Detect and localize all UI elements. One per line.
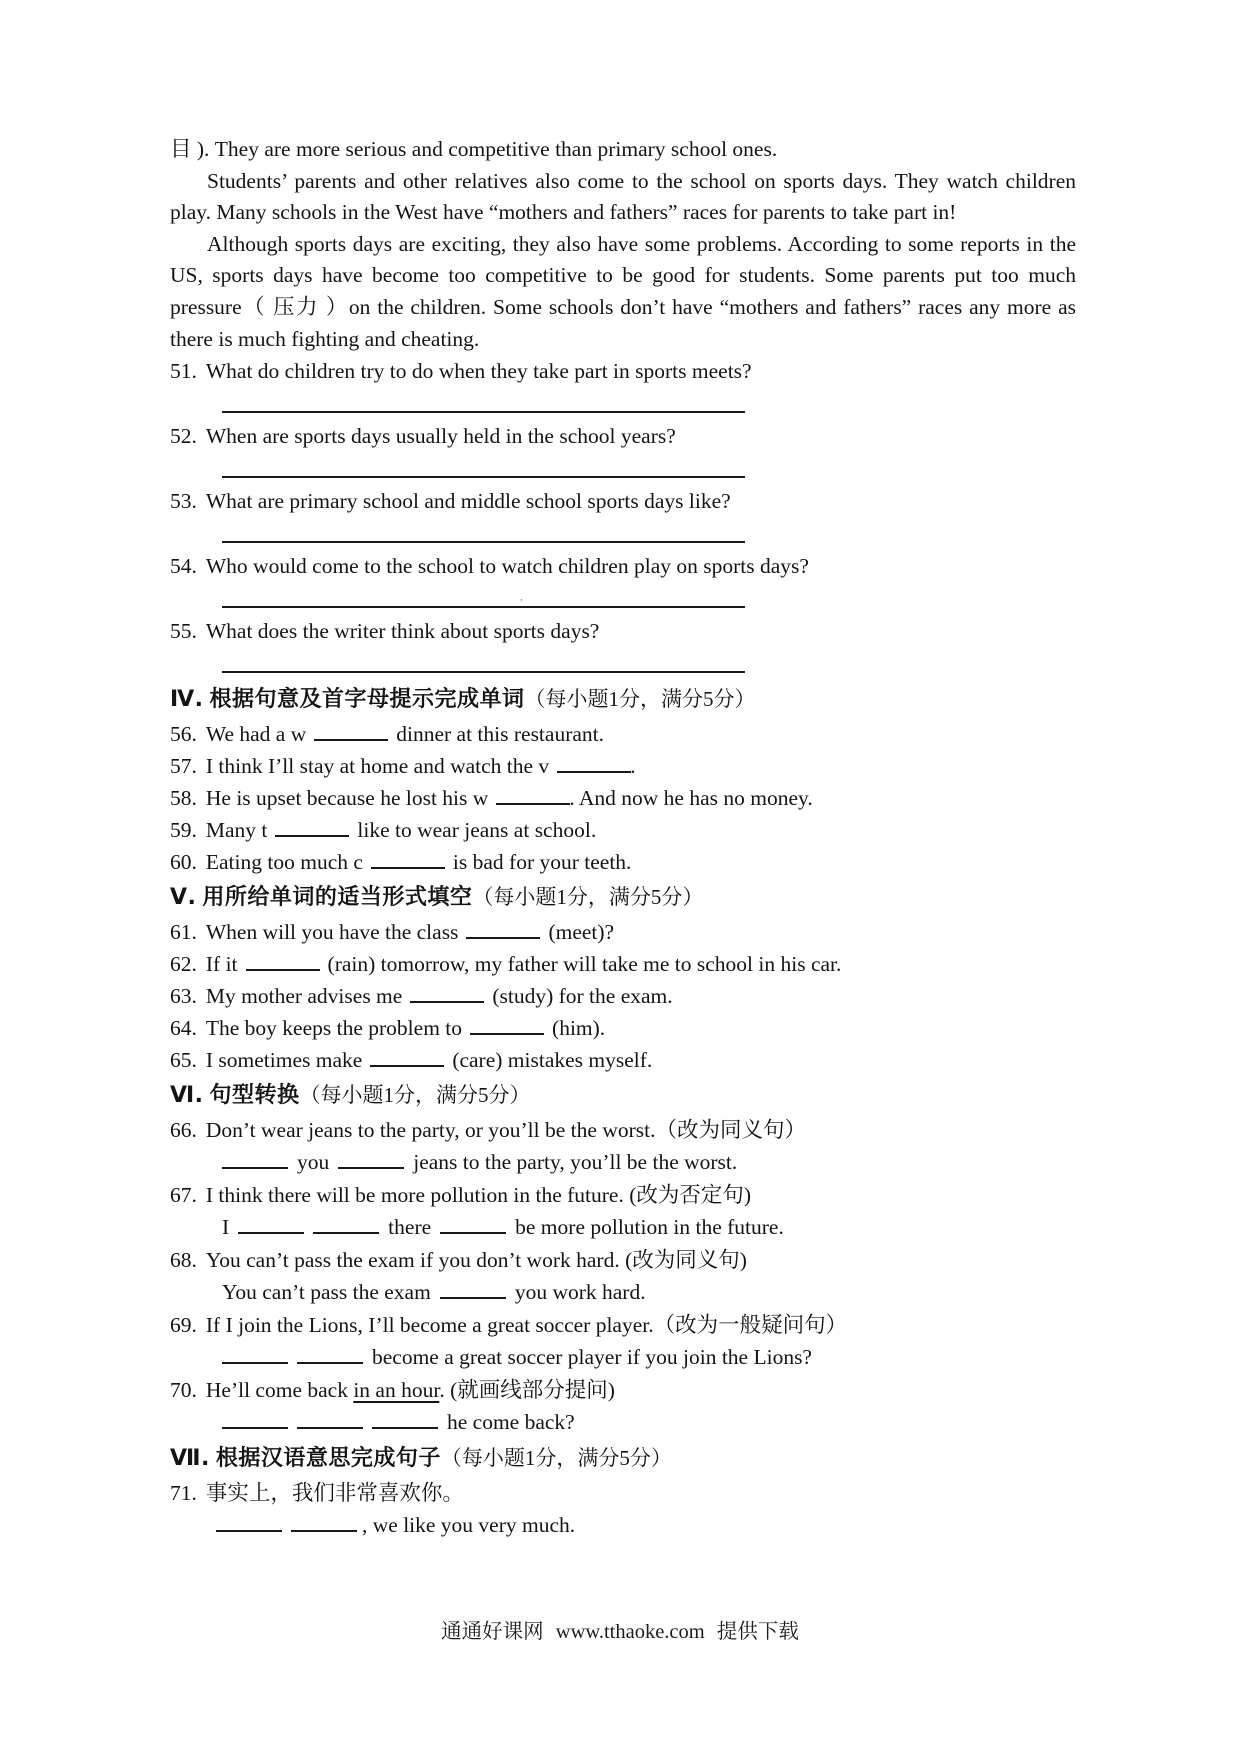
sentence-pre: He is upset because he lost his w: [205, 786, 489, 811]
answer-blank: [440, 1219, 506, 1234]
sentence-pre: When will you have the class: [205, 920, 459, 945]
sentence-post: . And now he has no money.: [569, 786, 813, 811]
sentence-post: like to wear jeans at school.: [357, 818, 597, 843]
section-title: 句型转换: [209, 1083, 300, 1109]
answer-underline: [222, 541, 745, 543]
fill-item-57: [170, 750, 1076, 782]
question-number: 54.: [170, 554, 197, 579]
answer-blank: [222, 1154, 288, 1169]
question-number: 64.: [170, 1016, 197, 1041]
sentence-post: .: [630, 754, 636, 779]
answer-text: You can’t pass the exam: [222, 1280, 431, 1305]
answer-text: I: [222, 1215, 230, 1240]
answer-blank: [440, 1284, 506, 1299]
section-title: 根据汉语意思完成句子: [215, 1446, 441, 1472]
answer-rule-row: [170, 647, 1076, 680]
question-text-post: . (就画线部分提问): [439, 1378, 615, 1403]
answer-blank: [291, 1517, 357, 1532]
answer-blank: [470, 1020, 544, 1035]
section-numeral: Ⅴ.: [170, 885, 197, 911]
fill-item-59: [170, 814, 1076, 846]
question-number: 56.: [170, 722, 197, 747]
section-note: （每小题1分，满分5分）: [299, 1083, 531, 1108]
answer-text: jeans to the party, you’ll be the worst.: [413, 1150, 738, 1175]
transform-question-68: [170, 1244, 1076, 1276]
section-heading-7: [170, 1440, 1076, 1477]
question-number: 53.: [170, 489, 197, 514]
translation-question-71: [170, 1477, 1076, 1509]
question-number: 65.: [170, 1048, 197, 1073]
answer-rule-row: [170, 582, 1076, 615]
question-number: 71.: [170, 1481, 197, 1506]
section-numeral: Ⅳ.: [170, 687, 204, 713]
reading-question-53: [170, 485, 1076, 517]
sentence-post: (rain) tomorrow, my father will take me to school in his car.: [327, 952, 842, 977]
answer-blank: [313, 1219, 379, 1234]
question-text-pre: He’ll come back: [205, 1378, 354, 1403]
passage-paragraph-2: Although sports days are exciting, they also have some problems. According to some reports in the US, sports days have become too competitive to be good for students. Some parents put too much pressure（ 压力 ）on the children. Some schools don’t have “mothers and fathers” races any more as there is much fighting and cheating.: [170, 231, 1076, 351]
transform-answer-66: [222, 1146, 1076, 1179]
question-text: You can’t pass the exam if you don’t work hard. (改为同义句): [205, 1248, 747, 1273]
sentence-pre: I think I’ll stay at home and watch the v: [205, 754, 550, 779]
question-text: 事实上，我们非常喜欢你。: [205, 1481, 464, 1506]
answer-rule-row: [170, 387, 1076, 420]
sentence-pre: Eating too much c: [205, 850, 363, 875]
section-note: （每小题1分，满分5分）: [440, 1446, 672, 1471]
section-note: （每小题1分，满分5分）: [524, 687, 756, 712]
section-translation: [170, 1440, 1076, 1542]
reading-question-51: [170, 355, 1076, 387]
section-heading-4: [170, 681, 1076, 718]
section-title: 根据句意及首字母提示完成单词: [209, 687, 525, 713]
answer-blank: [370, 1052, 444, 1067]
section-word-form: [170, 879, 1076, 1076]
exam-page: [170, 134, 1076, 1542]
answer-blank: [297, 1414, 363, 1429]
question-number: 67.: [170, 1183, 197, 1208]
section-word-completion: [170, 681, 1076, 878]
question-number: 63.: [170, 984, 197, 1009]
section-heading-5: [170, 879, 1076, 916]
fill-item-61: [170, 916, 1076, 948]
transform-answer-68: [222, 1276, 1076, 1309]
question-text: If I join the Lions, I’ll become a great soccer player.（改为一般疑问句）: [205, 1313, 848, 1338]
answer-blank: [222, 1349, 288, 1364]
question-text: What does the writer think about sports days?: [205, 619, 600, 644]
reading-question-52: [170, 420, 1076, 452]
answer-blank: [338, 1154, 404, 1169]
answer-blank: [275, 822, 349, 837]
section-note: （每小题1分，满分5分）: [472, 885, 704, 910]
answer-text: , we like you very much.: [362, 1513, 576, 1538]
sentence-post: (him).: [552, 1016, 606, 1041]
answer-blank: [314, 726, 388, 741]
answer-blank: [246, 956, 320, 971]
underlined-phrase: in an hour: [353, 1378, 440, 1403]
answer-blank: [371, 854, 445, 869]
fill-item-56: [170, 718, 1076, 750]
footer-watermark: 通通好课网 www.tthaoke.com 提供下载: [441, 1621, 799, 1643]
section-heading-6: [170, 1077, 1076, 1114]
sentence-post: is bad for your teeth.: [452, 850, 632, 875]
reading-question-54: [170, 550, 1076, 582]
answer-rule-row: [170, 452, 1076, 485]
answer-blank: [496, 790, 570, 805]
sentence-pre: We had a w: [205, 722, 307, 747]
sentence-pre: My mother advises me: [205, 984, 403, 1009]
question-text: What do children try to do when they take part in sports meets?: [205, 359, 752, 384]
sentence-pre: I sometimes make: [205, 1048, 363, 1073]
reading-passage: [170, 134, 1076, 355]
fill-item-60: [170, 846, 1076, 878]
question-number: 70.: [170, 1378, 197, 1403]
sentence-pre: Many t: [205, 818, 268, 843]
answer-underline: [222, 606, 745, 608]
answer-blank: [372, 1414, 438, 1429]
sentence-post: (meet)?: [548, 920, 615, 945]
question-number: 68.: [170, 1248, 197, 1273]
fill-item-62: [170, 948, 1076, 980]
transform-question-67: [170, 1179, 1076, 1211]
sentence-pre: The boy keeps the problem to: [205, 1016, 463, 1041]
transform-answer-69: [222, 1341, 1076, 1374]
answer-blank: [466, 924, 540, 939]
sentence-post: dinner at this restaurant.: [396, 722, 605, 747]
fill-item-58: [170, 782, 1076, 814]
question-number: 52.: [170, 424, 197, 449]
fill-item-65: [170, 1044, 1076, 1076]
transform-question-69: [170, 1309, 1076, 1341]
answer-blank: [238, 1219, 304, 1234]
answer-text: you work hard.: [514, 1280, 646, 1305]
question-text: Who would come to the school to watch children play on sports days?: [205, 554, 809, 579]
question-text: Don’t wear jeans to the party, or you’ll be the worst.（改为同义句）: [205, 1118, 806, 1143]
fill-item-64: [170, 1012, 1076, 1044]
question-number: 60.: [170, 850, 197, 875]
question-text: When are sports days usually held in the school years?: [205, 424, 676, 449]
question-number: 61.: [170, 920, 197, 945]
question-number: 55.: [170, 619, 197, 644]
answer-text: be more pollution in the future.: [515, 1215, 784, 1240]
question-number: 66.: [170, 1118, 197, 1143]
section-numeral: Ⅶ.: [170, 1446, 210, 1472]
answer-blank: [410, 988, 484, 1003]
answer-rule-row: [170, 517, 1076, 550]
reading-question-55: [170, 615, 1076, 647]
question-number: 62.: [170, 952, 197, 977]
sentence-pre: If it: [205, 952, 238, 977]
answer-underline: [222, 411, 745, 413]
transform-question-70: [170, 1374, 1076, 1406]
answer-blank: [297, 1349, 363, 1364]
transform-answer-70: [222, 1406, 1076, 1439]
passage-paragraph-1: Students’ parents and other relatives also come to the school on sports days. They watch children play. Many schools in the West have “mothers and fathers” races for parents to take part in!: [170, 168, 1076, 225]
section-sentence-transform: [170, 1077, 1076, 1439]
answer-blank: [216, 1517, 282, 1532]
answer-text: you: [297, 1150, 330, 1175]
section-numeral: Ⅵ.: [170, 1083, 204, 1109]
answer-text: become a great soccer player if you join the Lions?: [372, 1345, 812, 1370]
translation-answer-71: [216, 1509, 1076, 1542]
question-number: 51.: [170, 359, 197, 384]
section-title: 用所给单词的适当形式填空: [202, 885, 473, 911]
sentence-post: (care) mistakes myself.: [452, 1048, 653, 1073]
answer-blank: [557, 758, 631, 773]
question-text: What are primary school and middle school sports days like?: [205, 489, 731, 514]
question-number: 58.: [170, 786, 197, 811]
question-number: 69.: [170, 1313, 197, 1338]
transform-answer-67: [222, 1211, 1076, 1244]
answer-text: there: [388, 1215, 432, 1240]
answer-text: he come back?: [447, 1410, 575, 1435]
transform-question-66: [170, 1114, 1076, 1146]
reading-question-list: [170, 355, 1076, 680]
answer-underline: [222, 476, 745, 478]
question-number: 57.: [170, 754, 197, 779]
passage-opening-line: 目 ). They are more serious and competitive than primary school ones.: [170, 137, 778, 161]
question-text: I think there will be more pollution in the future. (改为否定句): [205, 1183, 752, 1208]
fill-item-63: [170, 980, 1076, 1012]
question-number: 59.: [170, 818, 197, 843]
sentence-post: (study) for the exam.: [492, 984, 673, 1009]
answer-blank: [222, 1414, 288, 1429]
answer-underline: [222, 671, 745, 673]
